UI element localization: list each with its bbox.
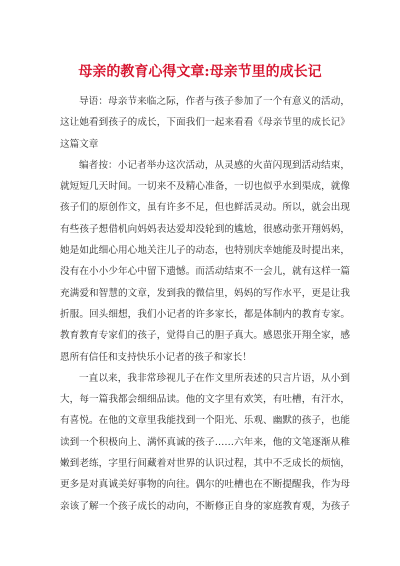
paragraph-line: 更多是对真诚美好事物的向往。偶尔的吐槽也在不断提醒我，作为母: [60, 479, 350, 491]
paragraph-line: 亲该了解一个孩子成长的动向，不断修正自身的家庭教育观，为孩子: [60, 500, 350, 512]
page-title: 母亲的教育心得文章:母亲节里的成长记: [78, 64, 322, 80]
paragraph-line: 编者按：小记者举办这次活动，从灵感的火苗闪现到活动结束，: [79, 159, 350, 171]
paragraph-line: 她是如此细心用心地关注儿子的动态，也特别庆幸她能及时提出来，: [60, 245, 350, 257]
paragraph-line: 导语：母亲节来临之际，作者与孩子参加了一个有意义的活动，: [79, 96, 350, 107]
paragraph-line: 大，每一篇我都会细细品读。他的文字里有欢笑，有吐槽，有汗水，: [60, 394, 350, 406]
paragraph-line: 折服。回头细想，我们小记者的许多家长，都是体制内的教育专家。: [60, 308, 350, 320]
paragraph-line: 没有在小小少年心中留下遗憾。而活动结束不一会儿，就有这样一篇: [60, 266, 350, 278]
paragraph-line: 嫩到老练，字里行间藏着对世界的认识过程，其中不乏成长的烦恼，: [60, 458, 350, 470]
paragraph-line: 一直以来，我非常珍视儿子在作文里所表述的只言片语，从小到: [79, 372, 350, 384]
article-body: [60, 91, 350, 517]
paragraph-line: 有些孩子想借机向妈妈表达爱却没轮到的尴尬，很感动张开翔妈妈，: [60, 223, 350, 235]
paragraph-line: 充满爱和智慧的文章，发到我的微信里，妈妈的写作水平，更是让我: [60, 287, 350, 299]
paragraph-line: 就短短几天时间。一切来不及精心准备，一切也似乎水到渠成，就像: [60, 181, 350, 193]
paragraph-line: 这篇文章: [60, 138, 99, 150]
paragraph-line: 这让她看到孩子的成长，下面我们一起来看看《母亲节里的成长记》: [60, 117, 350, 129]
paragraph-line: 孩子们的原创作文，虽有许多不足，但也鲜活灵动。所以，就会出现: [60, 202, 350, 214]
paragraph-line: 有喜悦。在他的文章里我能找到一个阳光、乐观、幽默的孩子，也能: [60, 415, 350, 427]
paragraph-line: 恩所有信任和支持快乐小记者的孩子和家长！: [60, 351, 252, 363]
paragraph-line: 读到一个积极向上、满怀真诚的孩子……六年来，他的文笔逐渐从稚: [60, 436, 350, 448]
paragraph-line: 教育教育专家们的孩子，觉得自己的胆子真大。感恩张开翔全家，感: [60, 330, 350, 342]
